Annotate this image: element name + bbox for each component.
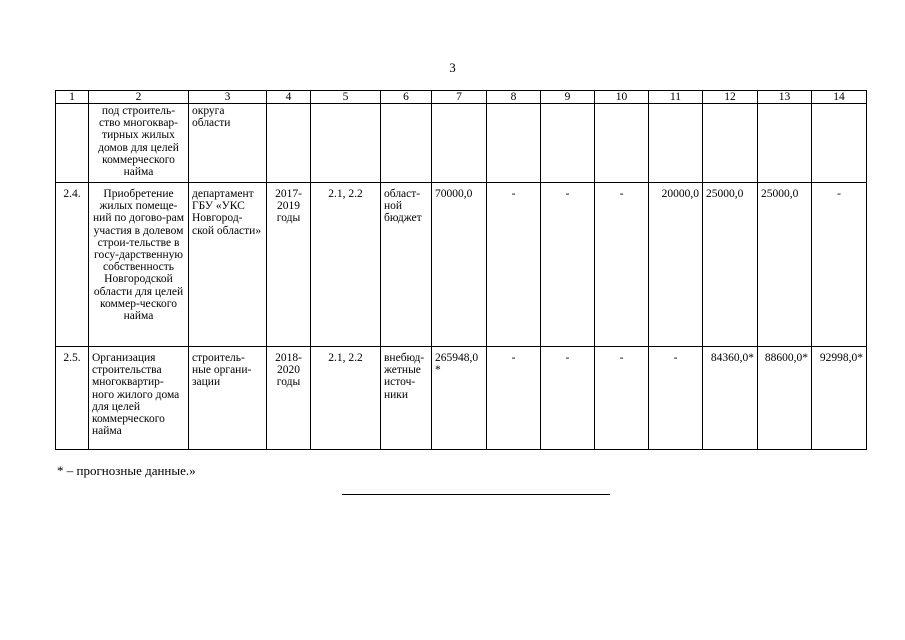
column-number: 14 — [812, 91, 867, 104]
value-cell — [703, 104, 758, 183]
value-cell: 25000,0 — [703, 183, 758, 347]
column-number-row — [56, 91, 867, 104]
activity-name-cell: Организация строительства многоквартир-ного жилого дома для целей коммерческого найма — [89, 347, 189, 450]
value-cell: - — [487, 347, 541, 450]
value-cell — [595, 104, 649, 183]
value-cell — [812, 104, 867, 183]
table-row-continuation — [56, 104, 867, 183]
column-number: 6 — [381, 91, 432, 104]
funding-source-cell — [381, 104, 432, 183]
activity-name-cell: Приобретение жилых помеще-ний по догово-рам участия в долевом строи-тельстве в госу-дарственную собственность Новгородской области для целей коммер-ческого найма — [89, 183, 189, 347]
value-cell: 92998,0* — [812, 347, 867, 450]
funding-source-cell: внебюд-жетные источ-ники — [381, 347, 432, 450]
period-cell: 2018-2020 годы — [267, 347, 311, 450]
value-cell: 84360,0* — [703, 347, 758, 450]
target-indicator-cell: 2.1, 2.2 — [311, 183, 381, 347]
value-cell: 20000,0 — [649, 183, 703, 347]
column-number: 3 — [189, 91, 267, 104]
target-indicator-cell — [311, 104, 381, 183]
column-number: 2 — [89, 91, 189, 104]
value-cell: 265948,0* — [432, 347, 487, 450]
executor-cell: департамент ГБУ «УКС Новгород-ской области» — [189, 183, 267, 347]
column-number: 5 — [311, 91, 381, 104]
value-cell: - — [812, 183, 867, 347]
value-cell: 88600,0* — [758, 347, 812, 450]
target-indicator-cell: 2.1, 2.2 — [311, 347, 381, 450]
value-cell: - — [595, 183, 649, 347]
value-cell: - — [487, 183, 541, 347]
column-number: 4 — [267, 91, 311, 104]
column-number: 9 — [541, 91, 595, 104]
value-cell: - — [649, 347, 703, 450]
value-cell: 25000,0 — [758, 183, 812, 347]
value-cell: - — [541, 347, 595, 450]
value-cell: 70000,0 — [432, 183, 487, 347]
column-number: 11 — [649, 91, 703, 104]
item-number-cell — [56, 104, 89, 183]
column-number: 13 — [758, 91, 812, 104]
value-cell: - — [595, 347, 649, 450]
item-number-cell: 2.4. — [56, 183, 89, 347]
value-cell — [541, 104, 595, 183]
period-cell: 2017-2019 годы — [267, 183, 311, 347]
activity-name-cell: под строитель-ство многоквар-тирных жилых домов для целей коммерческого найма — [89, 104, 189, 183]
table-row-2-4 — [56, 183, 867, 347]
column-number: 10 — [595, 91, 649, 104]
value-cell: - — [541, 183, 595, 347]
item-number-cell: 2.5. — [56, 347, 89, 450]
column-number: 7 — [432, 91, 487, 104]
column-number: 1 — [56, 91, 89, 104]
program-table — [55, 90, 867, 450]
value-cell — [649, 104, 703, 183]
column-number: 8 — [487, 91, 541, 104]
table-row-2-5 — [56, 347, 867, 450]
period-cell — [267, 104, 311, 183]
footnote: * – прогнозные данные.» — [57, 463, 196, 478]
value-cell — [758, 104, 812, 183]
value-cell — [432, 104, 487, 183]
value-cell — [487, 104, 541, 183]
column-number: 12 — [703, 91, 758, 104]
page-number: 3 — [449, 60, 456, 75]
funding-source-cell: област-ной бюджет — [381, 183, 432, 347]
executor-cell: округа области — [189, 104, 267, 183]
executor-cell: строитель-ные органи-зации — [189, 347, 267, 450]
closing-divider-line — [342, 494, 610, 495]
